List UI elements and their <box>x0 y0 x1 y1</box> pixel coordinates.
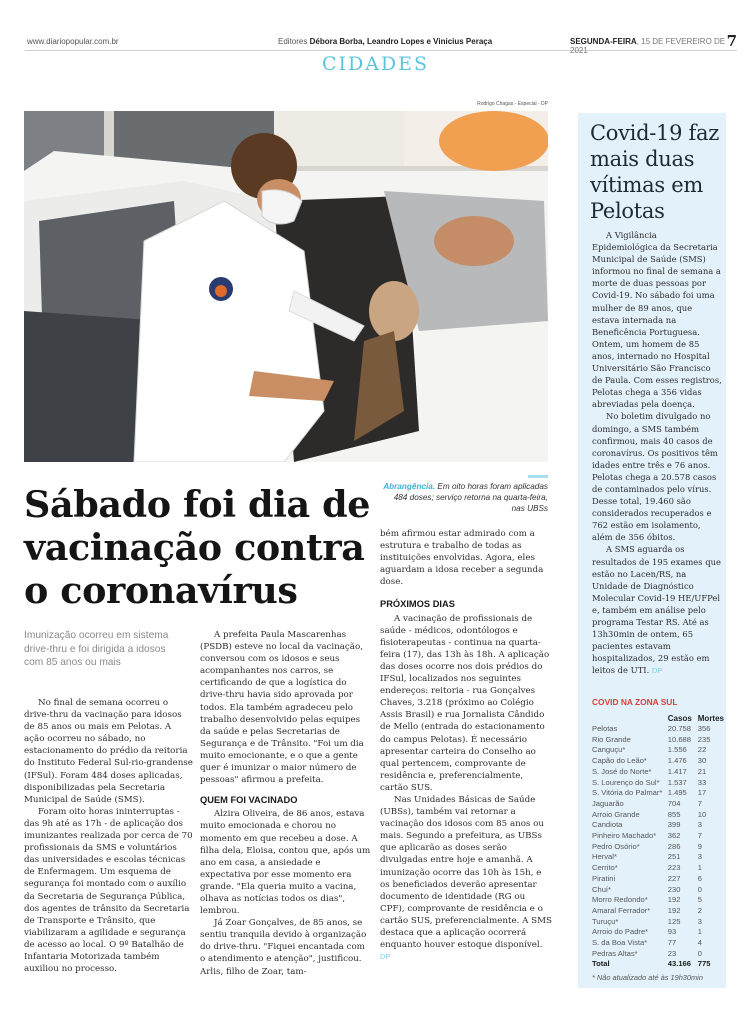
city-cell: Pedro Osório* <box>592 841 640 851</box>
cases-cell: 77 <box>667 938 677 948</box>
cases-cell: 251 <box>667 852 681 862</box>
paragraph <box>380 794 552 963</box>
paragraph: A Vigilância Epidemiológica da Secretaria Municipal de Saúde (SMS) informou no final de semana a morte de duas pessoas por Covid-19. No sábado foi uma mulher de 89 anos, que estava internada na Beneficência Portuguesa. Ontem, um homem de 85 anos, internado no Hospital Universitário São Francisco de Paula. Com esses registros, Pelotas chega a 356 vidas abreviadas pela doença. <box>592 230 722 410</box>
deaths-cell: 10 <box>697 809 707 819</box>
cases-cell: 20.758 <box>667 724 691 733</box>
city-cell: Candiota <box>592 820 623 830</box>
city-cell: Pinheiro Machado* <box>592 831 657 841</box>
photo-caption <box>380 475 548 514</box>
cases-cell: 230 <box>667 884 681 894</box>
cases-cell: 362 <box>667 831 681 841</box>
city-cell: Chuí* <box>592 884 611 894</box>
total-deaths: 775 <box>697 959 711 969</box>
city-cell: Herval* <box>592 852 617 862</box>
city-cell: Arroio Grande <box>592 809 640 819</box>
site-url[interactable]: www.diariopopular.com.br <box>27 37 119 46</box>
deaths-cell: 4 <box>697 938 702 948</box>
paragraph: Alzira Oliveira, de 86 anos, estava muito emocionada e chorou no momento em que recebeu a dose. A filha dela, Eloisa, contou que, após um ano em casa, a ansiedade e expectativa por esse momento era grande. "Ela queria muito a vacina, olhava as notícias todos os dias", lembrou. <box>200 809 371 917</box>
deaths-cell: 6 <box>697 873 702 883</box>
table-row <box>592 906 724 917</box>
table-row <box>592 863 724 874</box>
cases-cell: 192 <box>667 895 681 905</box>
table-row <box>592 895 724 906</box>
sidebar-box <box>578 113 726 988</box>
signoff-dp: DP <box>380 952 391 962</box>
paragraph: Foram oito horas ininterruptas - das 9h até as 17h - de aplicação dos imunizantes realizada por cerca de 70 profissionais da SMS e voluntários das universidades e escolas técnicas de Enfermagem. Um esquema de segurança foi montado com o auxílio da Secretaria de Segurança Pública, dos agentes de trânsito da Secretaria de Transporte e Trânsito, que viabilizaram a agilidade e segurança de acesso ao local. O 9º Batalhão de Infantaria Motorizada também auxiliou no processo. <box>24 806 193 975</box>
city-cell: Amaral Ferrador* <box>592 905 651 915</box>
cases-cell: 227 <box>667 873 681 883</box>
editors-label: Editores <box>278 37 308 46</box>
cases-cell: 1.495 <box>667 788 687 798</box>
cases-cell: 223 <box>667 863 681 873</box>
deaths-cell: 3 <box>697 820 702 830</box>
deaths-cell: 30 <box>697 756 707 766</box>
table-row <box>592 949 724 960</box>
article-column-3 <box>380 528 552 963</box>
paragraph: bém afirmou estar admirado com a estrutura e trabalho de todas as instituições envolvidas. Agora, eles aguardam a idosa receber a segunda dose. <box>380 529 544 588</box>
table-row <box>592 885 724 896</box>
table-row <box>592 842 724 853</box>
paragraph: A prefeita Paula Mascarenhas (PSDB) esteve no local da vacinação, conversou com os idosos e seus acompanhantes nos carros, se certificando de que a logística do drive-thru havia sido aprovada por todos. Ela também agradeceu pelo trabalho desenvolvido pelas equipes da saúde e pelas Secretarias de Segurança e de Trânsito. "Foi um dia muito emocionante, e o que a gente quer é imunizar o maior número de pessoas" afirmou a prefeita. <box>200 630 364 786</box>
cases-cell: 125 <box>667 916 681 926</box>
city-cell: Pedras Altas* <box>592 948 638 958</box>
subhead-quem-foi-vacinado: QUEM FOI VACINADO <box>200 795 298 806</box>
deaths-cell: 235 <box>697 734 711 744</box>
table-row <box>592 938 724 949</box>
deaths-cell: 3 <box>697 852 702 862</box>
article-photo <box>24 111 548 462</box>
table-row <box>592 799 724 810</box>
table-row <box>592 831 724 842</box>
cases-cell: 1.556 <box>667 745 687 755</box>
cases-cell: 192 <box>667 905 681 915</box>
caption-lead: Abrangência. <box>383 482 436 491</box>
cases-cell: 10.688 <box>667 734 691 744</box>
table-footnote: * Não atualizado até às 19h30min <box>592 973 703 982</box>
deaths-cell: 2 <box>697 905 702 915</box>
table-row <box>592 917 724 928</box>
deaths-cell: 7 <box>697 798 702 808</box>
city-cell: Rio Grande <box>592 734 631 744</box>
table-row <box>592 756 724 767</box>
total-cases: 43.166 <box>667 959 691 969</box>
deaths-cell: 1 <box>697 863 702 873</box>
city-cell: Canguçu* <box>592 745 626 755</box>
sidebar-body <box>592 229 722 677</box>
city-cell: Arroio do Padre* <box>592 927 649 937</box>
photo-credit: Rodrigo Chagas - Especial - DP <box>477 101 548 107</box>
signoff-dp: DP <box>651 666 663 676</box>
deaths-cell: 9 <box>697 841 702 851</box>
table-row <box>592 724 724 735</box>
city-cell: Morro Redondo* <box>592 895 648 905</box>
paragraph: A vacinação de profissionais de saúde - médicos, odontólogos e fisioterapeutas - continua na quarta-feira (17), das 13h às 18h. A aplicação das doses ocorre nos dois prédios do IFSul, localizados nos seguintes endereços: reitoria - rua Gonçalves Chaves, 3.218 (próximo ao Colégio Assis Brasil) e rua Jornalista Cândido de Mello (entrada do estacionamento do campus Pelotas). É necessário apresentar carteira do Conselho ao qual pertencem, comprovante de residência e, preferencialmente, cartão SUS. <box>380 613 550 793</box>
editors-line <box>278 37 492 46</box>
deaths-cell: 0 <box>697 948 702 958</box>
table-title: COVID NA ZONA SUL <box>592 697 678 707</box>
city-cell: S. Vitória do Palmar* <box>592 788 663 798</box>
deaths-cell: 356 <box>697 724 711 733</box>
page-number: 7 <box>726 32 737 50</box>
deaths-cell: 1 <box>697 927 702 937</box>
deaths-cell: 22 <box>697 745 707 755</box>
cases-cell: 93 <box>667 927 677 937</box>
table-total-row <box>592 959 724 970</box>
deaths-cell: 17 <box>697 788 707 798</box>
editors-names: Débora Borba, Leandro Lopes e Vinicius Peraça <box>309 37 493 46</box>
table-header-row <box>592 713 724 724</box>
deaths-cell: 5 <box>697 895 702 905</box>
vaccination-photo-illustration <box>24 111 548 462</box>
paragraph-text: Nas Unidades Básicas de Saúde (UBSs), também vai retornar a vacinação dos idosos com 85 anos ou mais. Segundo a prefeitura, as UBSs que aplicarão as doses serão divulgadas entre hoje e amanhã. A imunização ocorre das 10h às 15h, e os beneficiados deverão apresentar documento de identidade (RG ou CPF), comprovante de residência e o cartão SUS, preferencialmente. A SMS destaca que a aplicação ocorrerá enquanto houver estoque disponível. <box>380 794 552 951</box>
table-row <box>592 788 724 799</box>
city-cell: S. José do Norte* <box>592 766 652 776</box>
cases-cell: 399 <box>667 820 681 830</box>
covid-table <box>592 713 724 970</box>
city-cell: S. da Boa Vista* <box>592 938 648 948</box>
table-row <box>592 767 724 778</box>
table-row <box>592 810 724 821</box>
caption-accent-bar <box>528 475 548 478</box>
cases-cell: 1.537 <box>667 777 687 787</box>
paragraph: No boletim divulgado no domingo, a SMS também confirmou, mais 40 casos de coronavírus. Os positivos têm idades entre três e 76 anos. Pelotas chega a 20.578 casos de contaminados pelo vírus. Desse total, 19.460 são considerados recuperados e 762 estão em isolamento, além de 356 óbitos. <box>592 411 718 543</box>
deaths-cell: 7 <box>697 831 702 841</box>
cases-cell: 1.417 <box>667 766 687 776</box>
header-cases: Casos <box>667 714 692 723</box>
cases-cell: 704 <box>667 798 681 808</box>
deaths-cell: 0 <box>697 884 702 894</box>
cases-cell: 23 <box>667 948 677 958</box>
table-row <box>592 735 724 746</box>
date-text: , 15 DE FEVEREIRO DE 2021 <box>570 37 726 55</box>
city-cell: Cerrito* <box>592 863 618 873</box>
total-label: Total <box>592 959 610 969</box>
city-cell: Turuçu* <box>592 916 619 926</box>
table-row <box>592 874 724 885</box>
city-cell: Capão do Leão* <box>592 756 647 766</box>
caption-text: Em oito horas foram aplicadas 484 doses; serviço retorna na quarta-feira, nas UBSs <box>393 482 548 513</box>
header-deaths: Mortes <box>697 714 724 723</box>
table-row <box>592 927 724 938</box>
city-cell: Jaguarão <box>592 798 624 808</box>
weekday: SEGUNDA-FEIRA <box>570 37 637 46</box>
sidebar-title: Covid-19 faz mais duas vítimas em Pelotas <box>590 121 719 223</box>
city-cell: Pelotas <box>592 724 618 733</box>
paragraph-text: A SMS aguarda os resultados de 195 exames que estão no Lacen/RS, na Unidade de Diagnóstico Molecular Covid-19 HE/UFPel e, também em análise pelo programa Testar RS. Até as 13h30min de ontem, 65 pacientes estavam hospitalizados, 29 estão em leitos de UTI. <box>592 544 721 676</box>
page-header <box>25 32 737 55</box>
article-deck: Imunização ocorreu em sistema drive-thru e foi dirigida a idosos com 85 anos ou mais <box>24 630 169 668</box>
section-title: CIDADES <box>321 53 430 75</box>
deaths-cell: 21 <box>697 766 707 776</box>
city-cell: Piratini <box>592 873 616 883</box>
paragraph: Já Zoar Gonçalves, de 85 anos, se sentiu tranquila devido à organização do drive-thru. "Fiquei encantada com o atendimento e atenção", justificou. Arlis, filho de Zoar, tam- <box>200 918 367 977</box>
table-row <box>592 778 724 789</box>
article-column-1 <box>24 697 194 975</box>
article-column-2 <box>200 629 372 978</box>
table-row <box>592 745 724 756</box>
city-cell: S. Lourenço do Sul* <box>592 777 660 787</box>
subhead-proximos-dias: PRÓXIMOS DIAS <box>380 599 455 610</box>
table-row <box>592 852 724 863</box>
deaths-cell: 3 <box>697 916 702 926</box>
table-row <box>592 820 724 831</box>
cases-cell: 1.476 <box>667 756 687 766</box>
paragraph: No final de semana ocorreu o drive-thru da vacinação para idosos de 85 anos ou mais em Pelotas. A ação ocorreu no sábado, no estacionamento do prédio da reitoria do Instituto Federal Sul-rio-grandense (IFSul). Foram 484 doses aplicadas, disponibilizadas pela Secretaria Municipal de Saúde (SMS). <box>24 698 193 805</box>
article-headline: Sábado foi dia de vacinação contra o coronavírus <box>24 483 371 612</box>
cases-cell: 286 <box>667 841 681 851</box>
header-city <box>592 713 668 724</box>
paragraph <box>592 543 722 677</box>
cases-cell: 855 <box>667 809 681 819</box>
deaths-cell: 33 <box>697 777 707 787</box>
